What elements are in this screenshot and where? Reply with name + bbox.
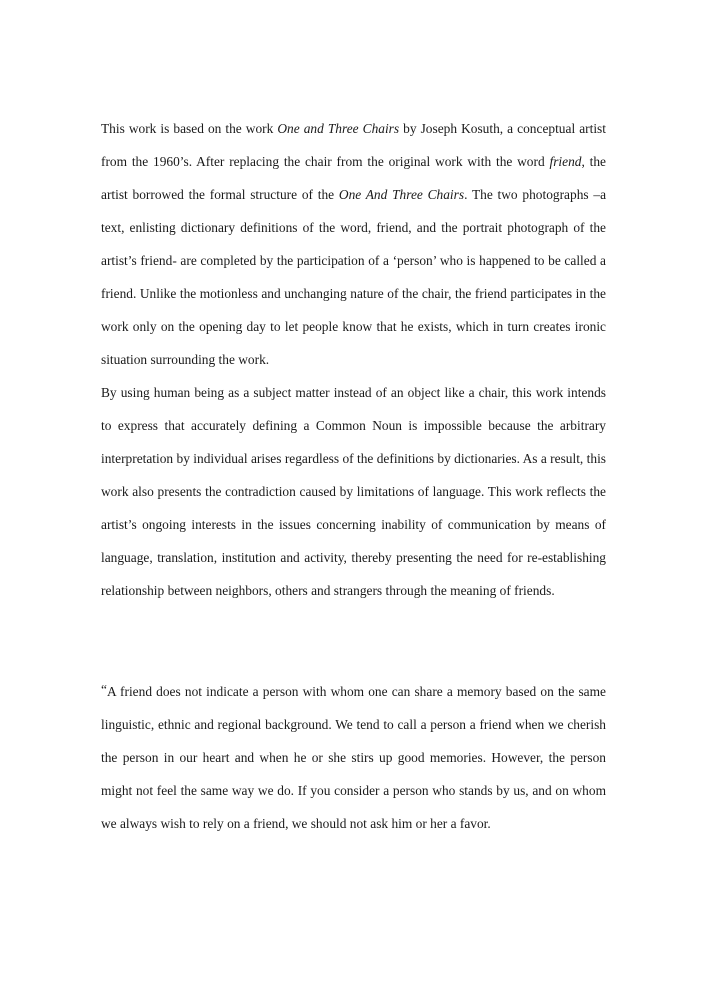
quote-open-mark: “ xyxy=(101,682,107,697)
document-body xyxy=(101,112,606,840)
paragraph-concept: By using human being as a subject matter instead of an object like a chair, this work intends to express that accurately defining a Common Noun is impossible because the arbitrary interpretation by individual arises regardless of the definitions by dictionaries. As a result, this work also presents the contradiction caused by limitations of language. This work reflects the artist’s ongoing interests in the issues concerning inability of communication by means of language, translation, institution and activity, thereby presenting the need for re-establishing relationship between neighbors, others and strangers through the meaning of friends. xyxy=(101,385,606,598)
paragraph-intro xyxy=(101,112,606,376)
paragraph-intro-text-2: by Joseph Kosuth, a conceptual artist from the 1960’s. After replacing the chair from the original work with the word xyxy=(101,121,606,169)
quote-paragraph xyxy=(101,673,606,840)
word-friend-italic: friend xyxy=(549,154,582,169)
quote-text: A friend does not indicate a person with whom one can share a memory based on the same linguistic, ethnic and regional background. We tend to call a person a friend when we cherish the person in our heart and when he or she stirs up good memories. However, the person might not feel the same way we do. If you consider a person who stands by us, and on whom we always wish to rely on a friend, we should not ask him or her a favor. xyxy=(101,684,606,831)
artwork-title-italic-2: One And Three Chairs xyxy=(338,187,465,202)
paragraph-intro-text-1: This work is based on the work xyxy=(101,121,278,136)
section-spacer xyxy=(101,607,606,673)
paragraph-intro-text-4: . The two photographs –a text, enlisting dictionary definitions of the word, friend, and the portrait photograph of the artist’s friend- are completed by the participation of a ‘person’ who is happened to be called a friend. Unlike the motionless and unchanging nature of the chair, the friend participates in the work only on the opening day to let people know that he exists, which in turn creates ironic situation surrounding the work. xyxy=(101,187,607,367)
paragraph-intro-text-3: , the artist borrowed the formal structure of the xyxy=(101,154,607,202)
artwork-title-italic: One and Three Chairs xyxy=(277,121,400,136)
